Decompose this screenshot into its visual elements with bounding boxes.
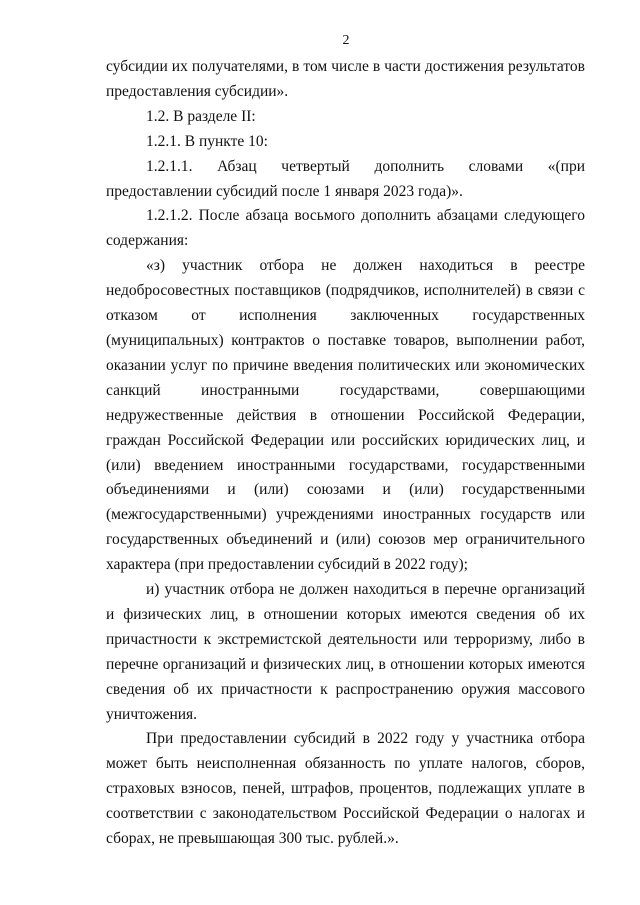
paragraph-final: При предоставлении субсидий в 2022 году у участника отбора может быть неисполненная обязанность по уплате налогов, сборов, страховых взносов, пеней, штрафов, процентов, подлежащих уплате в соответствии с законодательством Российской Федерации о налогах и сборах, не превышающая 300 тыс. рублей.». bbox=[106, 730, 585, 848]
document-body bbox=[106, 55, 585, 852]
paragraph-clause-i: и) участник отбора не должен находиться в перечне организаций и физических лиц, в отношении которых имеются сведения об их причастности к экстремистской деятельности или терроризму, либо в перечне организаций и физических лиц, в отношении которых имеются сведения об их причастности к распространению оружия массового уничтожения. bbox=[106, 581, 585, 723]
page-number: 2 bbox=[342, 33, 350, 48]
paragraph-continuation: субсидии их получателями, в том числе в части достижения результатов предоставления субсидии». bbox=[106, 58, 585, 100]
paragraph-clause-z: «з) участник отбора не должен находиться в реестре недобросовестных поставщиков (подрядчиков, исполнителей) в связи с отказом от исполнения заключенных государственных (муниципальных) контрактов о поставке товаров, выполнении работ, оказании услуг по причине введения политических или экономических санкций иностранными государствами, совершающими недружественные действия в отношении Российской Федерации, граждан Российской Федерации или российских юридических лиц, и (или) введением иностранными государствами, государственными объединениями и (или) союзами и (или) государственными (межгосударственными) учреждениями иностранных государств или государственных объединений и (или) союзов мер ограничительного характера (при предоставлении субсидий в 2022 году); bbox=[106, 257, 585, 574]
paragraph-amendment-1: 1.2.1.1. Абзац четвертый дополнить словами «(при предоставлении субсидий после 1 января 2023 года)». bbox=[106, 157, 585, 200]
paragraph-amendment-2: 1.2.1.2. После абзаца восьмого дополнить абзацами следующего содержания: bbox=[106, 207, 585, 250]
paragraph-section-heading: 1.2. В разделе II: bbox=[146, 107, 256, 125]
paragraph-item-heading: 1.2.1. В пункте 10: bbox=[146, 132, 268, 150]
